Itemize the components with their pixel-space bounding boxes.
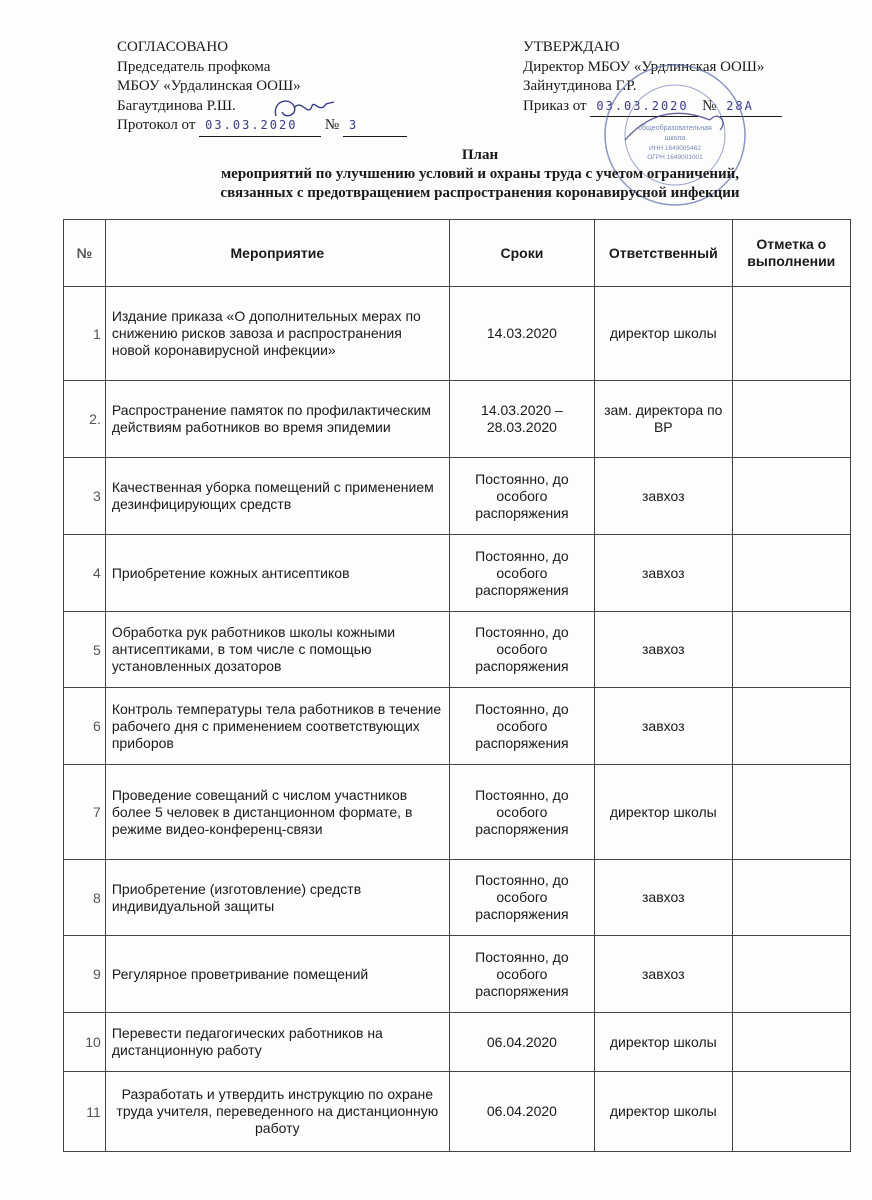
row-mark (732, 1072, 850, 1152)
row-term: 06.04.2020 (449, 1013, 594, 1072)
signature-left-icon (268, 92, 338, 126)
row-num: 11 (64, 1072, 106, 1152)
row-mark (732, 287, 850, 381)
order-date: 03.03.2020 (590, 97, 698, 118)
row-event: Приобретение кожных антисептиков (105, 535, 449, 612)
row-event: Контроль температуры тела работников в течение рабочего дня с применением соответствующих приборов (105, 688, 449, 765)
order-number-label: № (702, 97, 717, 114)
row-event: Распространение памяток по профилактическим действиям работников во время эпидемии (105, 381, 449, 458)
table-row (64, 1072, 851, 1152)
row-term: 14.03.2020 – 28.03.2020 (449, 381, 594, 458)
row-responsible: завхоз (595, 688, 733, 765)
row-term: Постоянно, до особого распоряжения (449, 860, 594, 936)
table-row (64, 287, 851, 381)
row-responsible: директор школы (595, 765, 733, 860)
title-line-3: связанных с предотвращением распространения коронавирусной инфекции (220, 185, 740, 201)
row-event: Перевести педагогических работников на дистанционную работу (105, 1013, 449, 1072)
protocol-number: 3 (343, 116, 407, 137)
row-mark (732, 688, 850, 765)
row-term: Постоянно, до особого распоряжения (449, 936, 594, 1013)
svg-text:ИНН 1649005462: ИНН 1649005462 (648, 145, 702, 152)
title-line-1: План (461, 147, 499, 163)
row-responsible: завхоз (595, 535, 733, 612)
approval-left-name (117, 97, 407, 117)
row-event: Регулярное проветривание помещений (105, 936, 449, 1013)
row-responsible: завхоз (595, 458, 733, 535)
row-event: Качественная уборка помещений с применением дезинфицирующих средств (105, 458, 449, 535)
approval-left-protocol (117, 116, 407, 137)
row-term: 06.04.2020 (449, 1072, 594, 1152)
table-row (64, 1013, 851, 1072)
table-row (64, 765, 851, 860)
order-number: 28А (720, 97, 782, 118)
row-num: 4 (64, 535, 106, 612)
table-row (64, 535, 851, 612)
row-event: Разработать и утвердить инструкцию по охране труда учителя, переведенного на дистанционную работу (105, 1072, 449, 1152)
row-term: Постоянно, до особого распоряжения (449, 765, 594, 860)
row-responsible: завхоз (595, 612, 733, 688)
row-num: 6 (64, 688, 106, 765)
row-num: 2. (64, 381, 106, 458)
row-term: Постоянно, до особого распоряжения (449, 612, 594, 688)
row-mark (732, 381, 850, 458)
approval-right-position: Директор МБОУ «Урдлинская ООШ» (523, 58, 765, 75)
title-line-2: мероприятий по улучшению условий и охраны труда с учетом ограничений, (220, 166, 740, 182)
row-num: 8 (64, 860, 106, 936)
table-row (64, 688, 851, 765)
header-term: Сроки (449, 220, 594, 287)
row-mark (732, 535, 850, 612)
table-header-row (64, 220, 851, 287)
svg-text:школа: школа (664, 135, 686, 142)
table-row (64, 381, 851, 458)
row-responsible: директор школы (595, 1013, 733, 1072)
approval-left-position: Председатель профкома (117, 58, 271, 75)
header-responsible: Ответственный (595, 220, 733, 287)
row-event: Издание приказа «О дополнительных мерах по снижению рисков завоза и распространения новой коронавирусной инфекции» (105, 287, 449, 381)
plan-table (63, 219, 851, 1152)
row-mark (732, 765, 850, 860)
header-mark: Отметка о выполнении (732, 220, 850, 287)
row-num: 9 (64, 936, 106, 1013)
row-responsible: завхоз (595, 936, 733, 1013)
header-num: № (64, 220, 106, 287)
protocol-date: 03.03.2020 (199, 116, 321, 137)
row-responsible: завхоз (595, 860, 733, 936)
row-term: Постоянно, до особого распоряжения (449, 535, 594, 612)
order-label: Приказ от (523, 97, 587, 114)
approval-right-name: Зайнутдинова Г.Р. (523, 78, 637, 94)
row-num: 1 (64, 287, 106, 381)
row-mark (732, 860, 850, 936)
row-num: 7 (64, 765, 106, 860)
table-row (64, 936, 851, 1013)
table-row (64, 458, 851, 535)
row-mark (732, 1013, 850, 1072)
row-num: 10 (64, 1013, 106, 1072)
row-mark (732, 936, 850, 1013)
row-num: 3 (64, 458, 106, 535)
row-event: Проведение совещаний с числом участников более 5 человек в дистанционном формате, в режиме видео-конференц-связи (105, 765, 449, 860)
row-term: Постоянно, до особого распоряжения (449, 458, 594, 535)
approval-left (117, 38, 407, 137)
svg-text:общеобразовательная: общеобразовательная (638, 125, 712, 132)
row-event: Приобретение (изготовление) средств индивидуальной защиты (105, 860, 449, 936)
row-term: 14.03.2020 (449, 287, 594, 381)
table-row (64, 612, 851, 688)
row-responsible: директор школы (595, 287, 733, 381)
row-event: Обработка рук работников школы кожными антисептиками, в том числе с помощью установленных дозаторов (105, 612, 449, 688)
approval-left-organization: МБОУ «Урдалинская ООШ» (117, 78, 301, 94)
row-mark (732, 458, 850, 535)
row-responsible: директор школы (595, 1072, 733, 1152)
approval-right-heading: УТВЕРЖДАЮ (523, 39, 620, 55)
approval-left-name-text: Багаутдинова Р.Ш. (117, 97, 236, 114)
header-event: Мероприятие (105, 220, 449, 287)
svg-text:ОГРН 1649001001: ОГРН 1649001001 (647, 154, 703, 161)
row-responsible: зам. директора по ВР (595, 381, 733, 458)
document-title (120, 146, 840, 203)
approval-left-heading: СОГЛАСОВАНО (117, 39, 229, 55)
row-mark (732, 612, 850, 688)
row-term: Постоянно, до особого распоряжения (449, 688, 594, 765)
protocol-number-label: № (324, 117, 340, 133)
protocol-label: Протокол от (117, 117, 196, 133)
row-num: 5 (64, 612, 106, 688)
table-row (64, 860, 851, 936)
